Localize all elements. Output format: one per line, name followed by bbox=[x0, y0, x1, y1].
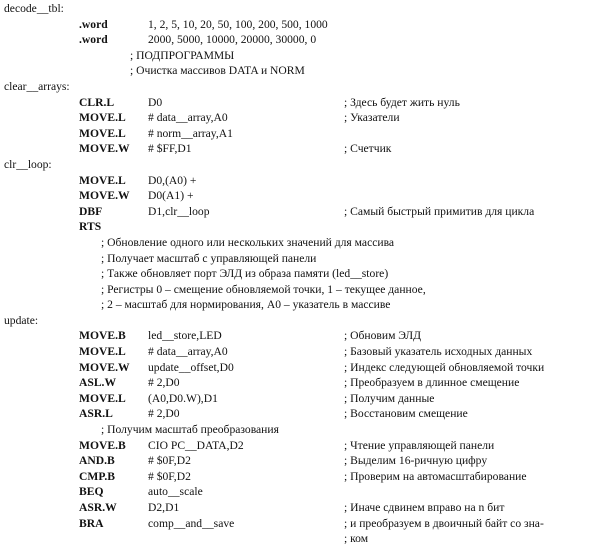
instruction-line bbox=[0, 500, 600, 516]
comment-line bbox=[0, 266, 600, 282]
operands: CIO PC__DATA,D2 bbox=[148, 438, 244, 452]
code-comment: ; Очистка массивов DATA и NORM bbox=[130, 64, 305, 78]
inline-comment: ; Выделим 16-ричную цифру bbox=[344, 454, 488, 468]
operands: 1, 2, 5, 10, 20, 50, 100, 200, 500, 1000 bbox=[148, 17, 328, 31]
code-comment: ; 2 – масштаб для нормирования, A0 – указатель в массиве bbox=[101, 298, 391, 312]
instruction-line bbox=[0, 453, 600, 469]
code-comment: ; Регистры 0 – смещение обновляемой точки, 1 – текущее данное, bbox=[101, 282, 426, 296]
label-line bbox=[0, 79, 600, 95]
operands: # 2,D0 bbox=[148, 376, 180, 390]
operands: D2,D1 bbox=[148, 501, 180, 514]
opcode: MOVE.L bbox=[79, 173, 126, 187]
opcode: MOVE.L bbox=[79, 391, 126, 405]
inline-comment: ; Иначе сдвинем вправо на n бит bbox=[344, 501, 505, 514]
instruction-line bbox=[0, 17, 600, 33]
operands: update__offset,D0 bbox=[148, 360, 234, 374]
opcode: .word bbox=[79, 17, 108, 31]
operands: comp__and__save bbox=[148, 516, 235, 530]
opcode: MOVE.B bbox=[79, 438, 126, 452]
operands: D0 bbox=[148, 95, 163, 109]
label-line bbox=[0, 1, 600, 17]
code-label: clear__arrays: bbox=[4, 79, 70, 93]
instruction-line bbox=[0, 375, 600, 391]
instruction-line bbox=[0, 32, 600, 48]
operands: led__store,LED bbox=[148, 329, 222, 343]
instruction-line bbox=[0, 95, 600, 111]
instruction-line bbox=[0, 141, 600, 157]
opcode: ASR.L bbox=[79, 407, 113, 421]
code-comment: ; Получим масштаб преобразования bbox=[101, 423, 279, 437]
instruction-line bbox=[0, 110, 600, 126]
operands: D1,clr__loop bbox=[148, 204, 210, 218]
opcode: ASL.W bbox=[79, 376, 117, 390]
operands: # $0F,D2 bbox=[148, 469, 191, 483]
inline-comment: ; Чтение управляющей панели bbox=[344, 438, 495, 452]
instruction-line bbox=[0, 188, 600, 204]
inline-comment: ; Индекс следующей обновляемой точки bbox=[344, 360, 545, 374]
operands: # data__array,A0 bbox=[148, 345, 228, 359]
instruction-line bbox=[0, 531, 600, 547]
opcode: .word bbox=[79, 33, 108, 47]
instruction-line bbox=[0, 484, 600, 500]
opcode: CMP.B bbox=[79, 469, 115, 483]
code-comment: ; ПОДПРОГРАММЫ bbox=[130, 48, 235, 62]
instruction-line bbox=[0, 344, 600, 360]
operands: # $0F,D2 bbox=[148, 454, 191, 468]
opcode: MOVE.L bbox=[79, 345, 126, 359]
opcode: ASR.W bbox=[79, 501, 117, 514]
instruction-line bbox=[0, 516, 600, 532]
instruction-line bbox=[0, 126, 600, 142]
inline-comment: ; Здесь будет жить нуль bbox=[344, 95, 460, 109]
code-comment: ; Также обновляет порт ЭЛД из образа памяти (led__store) bbox=[101, 267, 389, 281]
inline-comment: ; Восстановим смещение bbox=[344, 407, 468, 421]
code-label: decode__tbl: bbox=[4, 2, 64, 15]
comment-line bbox=[0, 63, 600, 79]
operands: # data__array,A0 bbox=[148, 111, 228, 125]
code-comment: ; Получает масштаб с управляющей панели bbox=[101, 251, 317, 265]
instruction-line bbox=[0, 219, 600, 235]
opcode: BEQ bbox=[79, 485, 104, 499]
instruction-line bbox=[0, 469, 600, 485]
inline-comment: ; Указатели bbox=[344, 111, 400, 125]
opcode: MOVE.L bbox=[79, 126, 126, 140]
opcode: MOVE.L bbox=[79, 111, 126, 125]
operands: (A0,D0.W),D1 bbox=[148, 391, 218, 405]
opcode: AND.B bbox=[79, 454, 115, 468]
comment-line bbox=[0, 282, 600, 298]
instruction-line bbox=[0, 438, 600, 454]
label-line bbox=[0, 313, 600, 329]
opcode: MOVE.W bbox=[79, 142, 130, 156]
comment-line bbox=[0, 251, 600, 267]
inline-comment: ; и преобразуем в двоичный байт со зна- bbox=[344, 516, 544, 530]
operands: D0(A1) + bbox=[148, 189, 194, 203]
inline-comment: ; Получим данные bbox=[344, 391, 435, 405]
inline-comment: ; Преобразуем в длинное смещение bbox=[344, 376, 520, 390]
inline-comment: ; Счетчик bbox=[344, 142, 392, 156]
inline-comment: ; Самый быстрый примитив для цикла bbox=[344, 204, 535, 218]
comment-line bbox=[0, 297, 600, 313]
instruction-line bbox=[0, 391, 600, 407]
comment-line bbox=[0, 48, 600, 64]
instruction-line bbox=[0, 328, 600, 344]
opcode: MOVE.W bbox=[79, 360, 130, 374]
label-line bbox=[0, 157, 600, 173]
opcode: MOVE.B bbox=[79, 329, 126, 343]
code-comment: ; Обновление одного или нескольких значений для массива bbox=[101, 235, 395, 249]
instruction-line bbox=[0, 406, 600, 422]
opcode: DBF bbox=[79, 204, 103, 218]
operands: # norm__array,A1 bbox=[148, 126, 233, 140]
operands: auto__scale bbox=[148, 485, 203, 499]
comment-line bbox=[0, 422, 600, 438]
opcode: RTS bbox=[79, 220, 102, 234]
opcode: MOVE.W bbox=[79, 189, 130, 203]
inline-comment: ; Проверим на автомасштабирование bbox=[344, 469, 527, 483]
operands: # $FF,D1 bbox=[148, 142, 192, 156]
inline-comment: ; Обновим ЭЛД bbox=[344, 329, 422, 343]
inline-comment: ; Базовый указатель исходных данных bbox=[344, 345, 533, 359]
opcode: BRA bbox=[79, 516, 104, 530]
instruction-line bbox=[0, 204, 600, 220]
operands: D0,(A0) + bbox=[148, 173, 197, 187]
opcode: CLR.L bbox=[79, 95, 115, 109]
operands: 2000, 5000, 10000, 20000, 30000, 0 bbox=[148, 33, 317, 47]
instruction-line bbox=[0, 173, 600, 189]
inline-comment: ; ком bbox=[344, 532, 369, 546]
code-label: update: bbox=[4, 313, 39, 327]
instruction-line bbox=[0, 360, 600, 376]
code-label: clr__loop: bbox=[4, 157, 52, 171]
operands: # 2,D0 bbox=[148, 407, 180, 421]
comment-line bbox=[0, 235, 600, 251]
